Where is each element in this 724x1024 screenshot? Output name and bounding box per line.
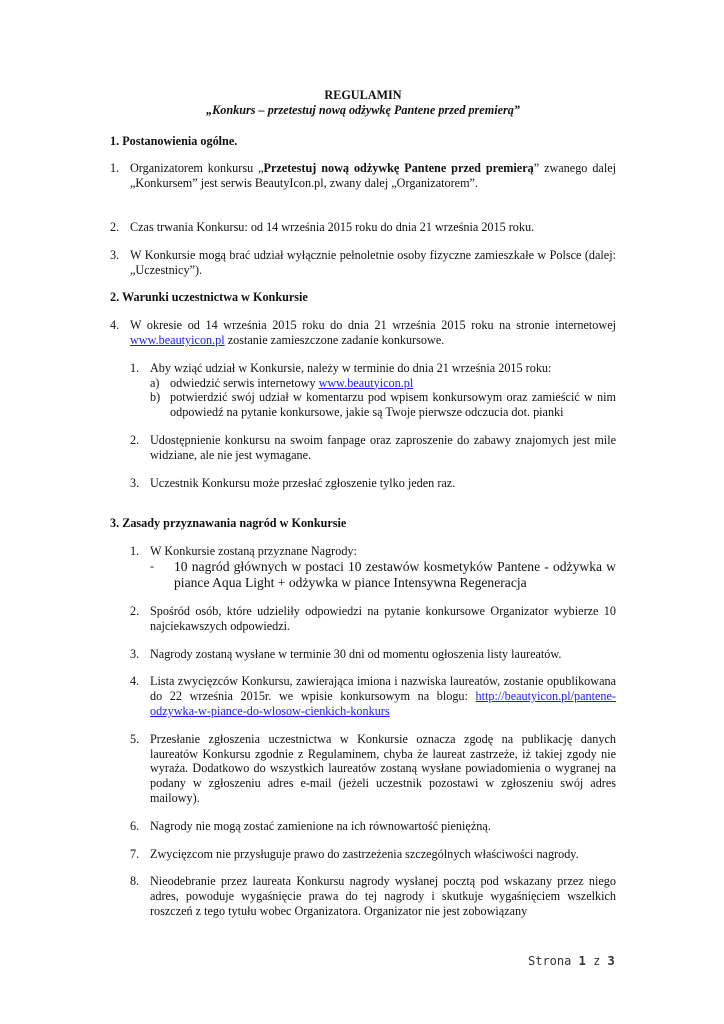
footer-total-pages: 3	[607, 954, 615, 968]
subitem-a: a) odwiedzić serwis internetowy www.beautyicon.pl	[150, 375, 414, 390]
beautyicon-link[interactable]: www.beautyicon.pl	[130, 332, 225, 347]
prize-item: - 10 nagród głównych w postaci 10 zestawów kosmetyków Pantene - odżywka w piance Aqua Light + odżywka w piance Intensywna Regeneracja	[150, 558, 616, 590]
item-4: 4. W okresie od 14 września 2015 roku do dnia 21 września 2015 roku na stronie internetowej www.beautyicon.pl zostanie zamieszczone zadanie konkursowe.	[110, 318, 616, 347]
doc-title: REGULAMIN	[324, 88, 402, 102]
subitem-b: b) potwierdzić swój udział w komentarzu pod wpisem konkursowym oraz zamieścić w nim odpowiedź na pytanie konkursowe, jakie są Twoje pierwsze odczucia dot. pianki	[150, 390, 616, 420]
subitem-1: 1. Aby wziąć udział w Konkursie, należy w terminie do dnia 21 września 2015 roku:	[130, 360, 552, 375]
rule-3: 3. Nagrody zostaną wysłane w terminie 30 dni od momentu ogłoszenia listy laureatów.	[130, 646, 562, 661]
footer-page-number: 1	[578, 954, 586, 968]
blog-link[interactable]: http://beautyicon.pl/pantene-odzywka-w-piance-do-wlosow-cienkich-konkurs	[150, 689, 616, 718]
rule-8: 8. Nieodebranie przez laureata Konkursu nagrody wysłanej pocztą pod wskazany przez niego adres, powoduje wygaśnięcie prawa do tej nagrody i skutkuje wygaśnięciem wszelkich roszczeń z tego tytułu wobec Organizatora. Organizator nie jest zobowiązany	[130, 874, 616, 918]
document-body	[110, 88, 616, 919]
footer-separator: z	[593, 954, 601, 968]
subitem-3: 3. Uczestnik Konkursu może przesłać zgłoszenie tylko jeden raz.	[130, 475, 456, 490]
section-2-heading: 2. Warunki uczestnictwa w Konkursie	[110, 290, 308, 305]
rule-1: 1. W Konkursie zostaną przyznane Nagrody:	[130, 544, 357, 559]
contest-name: Przetestuj nową odżywkę Pantene przed premierą	[263, 161, 534, 176]
rule-6: 6. Nagrody nie mogą zostać zamienione na ich równowartość pieniężną.	[130, 818, 491, 833]
section-3-heading: 3. Zasady przyznawania nagród w Konkursie	[110, 516, 347, 531]
section-1-heading: 1. Postanowienia ogólne.	[110, 133, 238, 148]
doc-subtitle: „Konkurs – przetestuj nową odżywkę Pantene przed premierą”	[206, 102, 520, 117]
item-3: 3. W Konkursie mogą brać udział wyłącznie pełnoletnie osoby fizyczne zamieszkałe w Polsce (dalej: „Uczestnicy”).	[110, 247, 616, 277]
item-number: 1.	[110, 161, 120, 176]
subitem-2: 2. Udostępnienie konkursu na swoim fanpage oraz zaproszenie do zabawy znajomych jest mile widziane, ale nie jest wymagane.	[130, 432, 616, 462]
page-footer	[528, 954, 615, 968]
beautyicon-link-2[interactable]: www.beautyicon.pl	[318, 375, 414, 390]
rule-2: 2. Spośród osób, które udzieliły odpowiedzi na pytanie konkursowe Organizator wybierze 10 najciekawszych odpowiedzi.	[130, 603, 616, 633]
rule-7: 7. Zwycięzcom nie przysługuje prawo do zastrzeżenia szczególnych właściwości nagrody.	[130, 846, 579, 861]
footer-label: Strona	[528, 954, 572, 968]
rule-5: 5. Przesłanie zgłoszenia uczestnictwa w Konkursie oznacza zgodę na publikację danych laureatów Konkursu zgodnie z Regulaminem, chyba że laureat zastrzeże, iż takiej zgody nie wyraża. Dodatkowo do wszystkich laureatów zostaną wysłane powiadomienia o wygranej na podany w zgłoszeniu adres e-mail (jeżeli uczestnik pozostawi w zgłoszeniu swój adres mailowy).	[130, 731, 616, 805]
item-2: 2. Czas trwania Konkursu: od 14 września 2015 roku do dnia 21 września 2015 roku.	[110, 219, 535, 234]
item-1: 1. Organizatorem konkursu „Przetestuj nową odżywkę Pantene przed premierą” zwanego dalej „Konkursem” jest serwis BeautyIcon.pl, zwany dalej „Organizatorem”.	[110, 161, 616, 191]
rule-4: 4. Lista zwycięzców Konkursu, zawierająca imiona i nazwiska laureatów, zostanie opublikowana do 22 września 2015r. we wpisie konkursowym na blogu: http://beautyicon.pl/pantene-odzywka-w-piance-do-wlosow-cienkich-konkurs	[130, 674, 616, 718]
